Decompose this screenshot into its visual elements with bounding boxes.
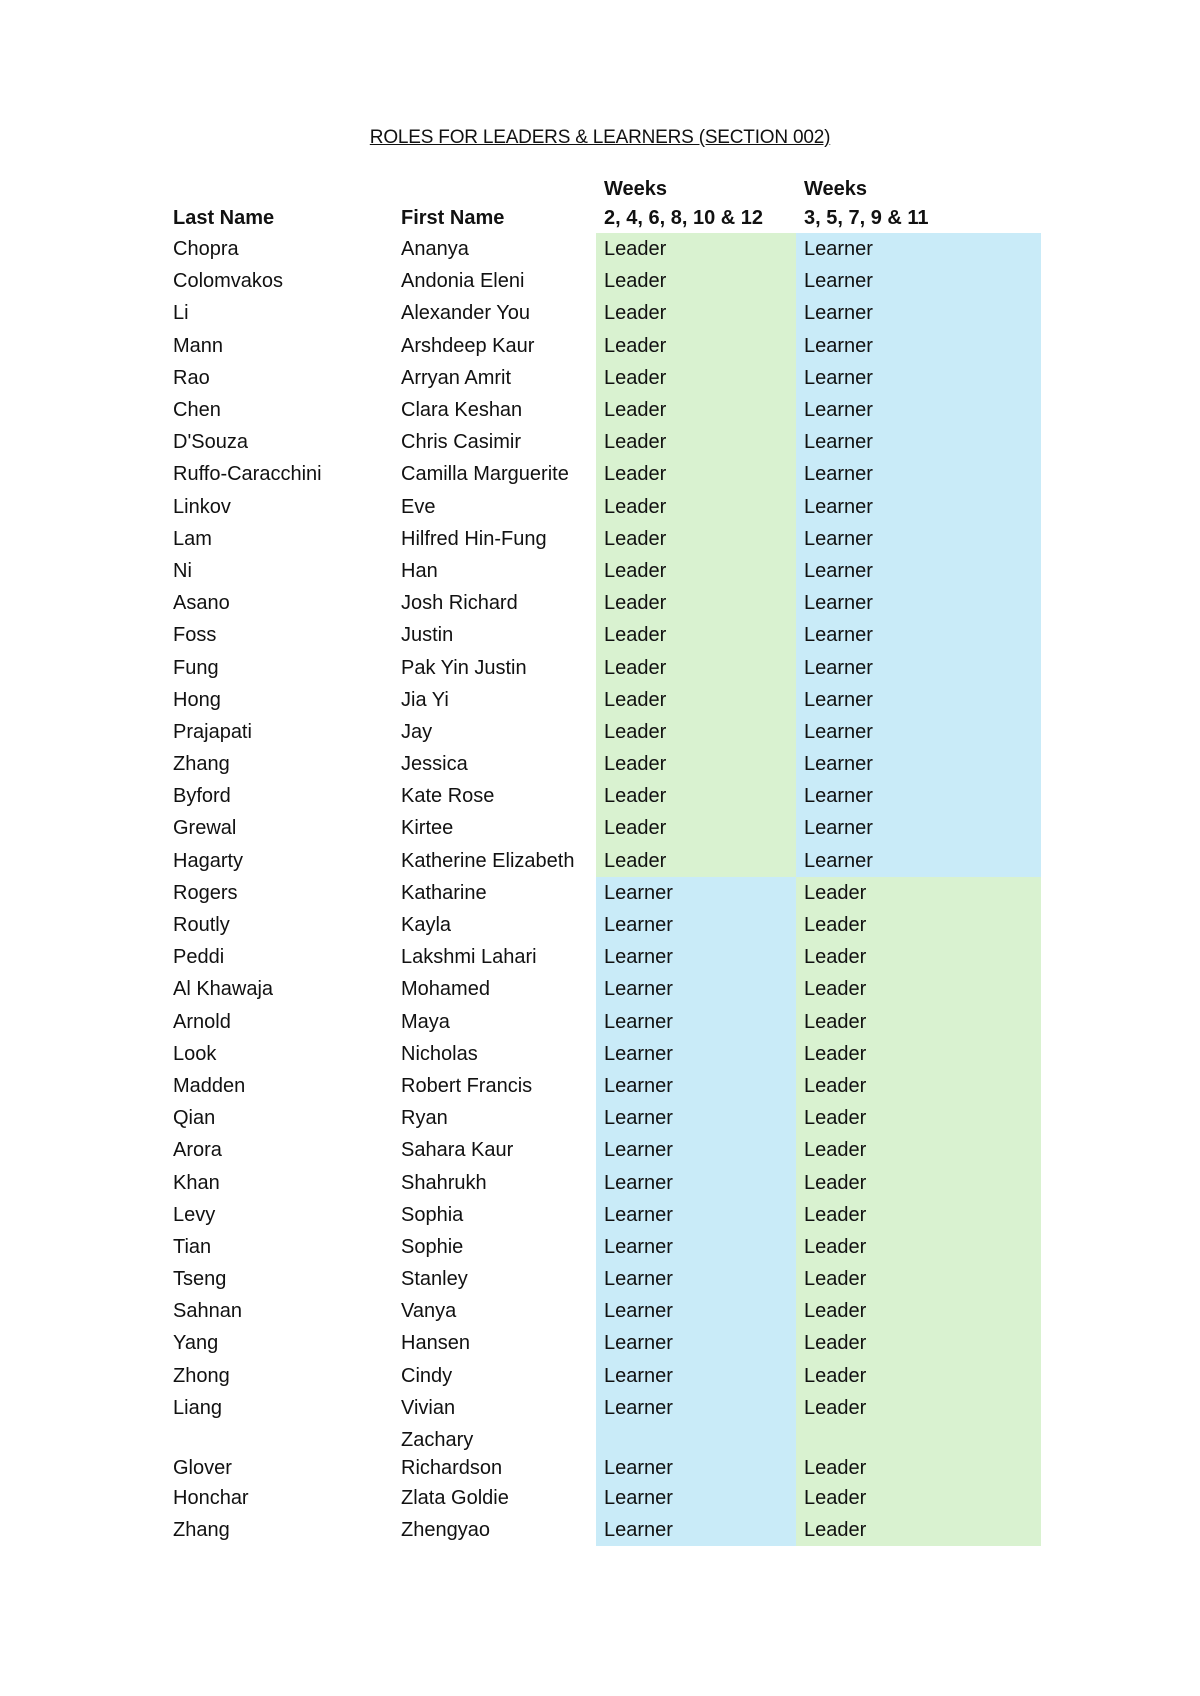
cell-role-odd-weeks: Learner <box>796 362 1041 394</box>
cell-first-name: Andonia Eleni <box>401 270 525 293</box>
cell-last-name: Tseng <box>173 1268 227 1291</box>
table-row <box>172 1231 1041 1263</box>
cell-last-name: Khan <box>173 1171 220 1194</box>
table-row <box>172 748 1041 780</box>
cell-last-name: Tian <box>173 1235 212 1258</box>
cell-role-even-weeks: Leader <box>596 458 796 490</box>
cell-first-name: Nicholas <box>401 1042 478 1065</box>
table-row <box>172 877 1041 909</box>
cell-role-odd-weeks: Leader <box>796 877 1041 909</box>
cell-role-even-weeks: Learner <box>596 1392 796 1424</box>
cell-last-name: Arora <box>173 1139 222 1162</box>
cell-role-odd-weeks: Learner <box>796 555 1041 587</box>
cell-last-name: Li <box>173 302 189 325</box>
cell-last-name: Qian <box>173 1107 216 1130</box>
cell-first-name: Josh Richard <box>401 592 518 615</box>
cell-role-odd-weeks: Leader <box>796 909 1041 941</box>
header-last-name: Last Name <box>173 207 275 229</box>
cell-role-odd-weeks: Leader <box>796 1102 1041 1134</box>
table-row <box>172 1360 1041 1392</box>
table-row <box>172 1392 1041 1424</box>
table-row <box>172 909 1041 941</box>
cell-role-even-weeks: Learner <box>596 1327 796 1359</box>
cell-role-even-weeks: Leader <box>596 265 796 297</box>
table-row <box>172 523 1041 555</box>
cell-role-odd-weeks: Learner <box>796 780 1041 812</box>
cell-role-odd-weeks: Leader <box>796 973 1041 1005</box>
cell-role-odd-weeks: Learner <box>796 812 1041 844</box>
cell-last-name: Hagarty <box>173 849 244 872</box>
cell-last-name: Linkov <box>173 495 231 518</box>
cell-first-name: Zlata Goldie <box>401 1487 509 1510</box>
cell-last-name: Look <box>173 1042 217 1065</box>
cell-role-odd-weeks: Leader <box>796 1263 1041 1295</box>
table-row <box>172 845 1041 877</box>
cell-last-name: Arnold <box>173 1010 231 1033</box>
page-title: ROLES FOR LEADERS & LEARNERS (SECTION 002) <box>369 127 831 148</box>
cell-role-odd-weeks: Leader <box>796 1134 1041 1166</box>
table-row <box>172 1199 1041 1231</box>
cell-last-name: Peddi <box>173 946 225 969</box>
cell-last-name: Zhong <box>173 1364 230 1387</box>
cell-role-odd-weeks: Learner <box>796 523 1041 555</box>
table-row <box>172 587 1041 619</box>
cell-first-name: Stanley <box>401 1268 468 1291</box>
table-row <box>172 1424 1041 1482</box>
cell-role-odd-weeks: Learner <box>796 748 1041 780</box>
cell-first-name: Justin <box>401 624 454 647</box>
cell-role-even-weeks: Leader <box>596 394 796 426</box>
table-row <box>172 297 1041 329</box>
cell-first-name: Camilla Marguerite <box>401 463 569 486</box>
cell-role-odd-weeks: Learner <box>796 330 1041 362</box>
cell-role-odd-weeks: Leader <box>796 1038 1041 1070</box>
table-row <box>172 1263 1041 1295</box>
cell-last-name: Zhang <box>173 753 230 776</box>
cell-role-odd-weeks: Leader <box>796 1392 1041 1424</box>
header-weeks-odd-list: 3, 5, 7, 9 & 11 <box>804 207 929 229</box>
table-row <box>172 362 1041 394</box>
cell-role-even-weeks: Learner <box>596 941 796 973</box>
cell-last-name: Mann <box>173 334 224 357</box>
table-row <box>172 555 1041 587</box>
header-row <box>172 175 1041 233</box>
cell-last-name: Honchar <box>173 1487 249 1510</box>
cell-role-even-weeks: Leader <box>596 491 796 523</box>
cell-last-name: Rao <box>173 366 210 389</box>
cell-role-odd-weeks: Leader <box>796 1006 1041 1038</box>
cell-first-name: Cindy <box>401 1364 453 1387</box>
cell-role-even-weeks: Leader <box>596 523 796 555</box>
cell-role-odd-weeks: Learner <box>796 684 1041 716</box>
cell-role-even-weeks: Leader <box>596 233 796 265</box>
table-row <box>172 265 1041 297</box>
cell-role-odd-weeks: Learner <box>796 651 1041 683</box>
table-row <box>172 684 1041 716</box>
cell-first-name: Vanya <box>401 1300 457 1323</box>
cell-last-name: Sahnan <box>173 1300 242 1323</box>
cell-first-name: Jia Yi <box>401 688 449 711</box>
cell-last-name: Chopra <box>173 238 239 261</box>
cell-role-even-weeks: Learner <box>596 1134 796 1166</box>
table-row <box>172 1102 1041 1134</box>
cell-role-even-weeks: Learner <box>596 1102 796 1134</box>
cell-last-name: Liang <box>173 1396 222 1419</box>
table-row <box>172 1006 1041 1038</box>
cell-role-odd-weeks: Leader <box>796 1199 1041 1231</box>
cell-last-name: Zhang <box>173 1519 230 1542</box>
header-weeks-odd-label: Weeks <box>804 178 868 200</box>
cell-role-even-weeks: Learner <box>596 1166 796 1198</box>
cell-first-name: Hansen <box>401 1332 470 1355</box>
cell-first-name: Sophie <box>401 1235 464 1258</box>
table-row <box>172 1327 1041 1359</box>
table-row <box>172 1514 1041 1546</box>
cell-role-odd-weeks: Learner <box>796 458 1041 490</box>
header-weeks-even <box>596 175 796 233</box>
cell-role-even-weeks: Leader <box>596 330 796 362</box>
cell-last-name: Chen <box>173 399 221 422</box>
cell-role-even-weeks: Leader <box>596 555 796 587</box>
cell-role-even-weeks: Learner <box>596 1295 796 1327</box>
cell-first-name: Sahara Kaur <box>401 1139 514 1162</box>
cell-role-odd-weeks: Learner <box>796 587 1041 619</box>
cell-role-even-weeks: Leader <box>596 780 796 812</box>
table-row <box>172 491 1041 523</box>
table-row <box>172 973 1041 1005</box>
cell-first-name: Kirtee <box>401 817 454 840</box>
header-weeks-even-list: 2, 4, 6, 8, 10 & 12 <box>604 207 763 229</box>
cell-role-even-weeks: Learner <box>596 909 796 941</box>
cell-first-name: Eve <box>401 495 436 518</box>
table-row <box>172 394 1041 426</box>
cell-last-name: Al Khawaja <box>173 978 274 1001</box>
cell-role-odd-weeks: Leader <box>796 1295 1041 1327</box>
cell-first-name: Jessica <box>401 753 468 776</box>
table-row <box>172 1166 1041 1198</box>
cell-first-name: Kate Rose <box>401 785 495 808</box>
cell-last-name: Colomvakos <box>173 270 284 293</box>
cell-first-name: Ananya <box>401 238 469 261</box>
cell-first-name: Sophia <box>401 1203 464 1226</box>
cell-first-name: Hilfred Hin-Fung <box>401 527 547 550</box>
cell-first-name: Vivian <box>401 1396 456 1419</box>
cell-role-odd-weeks: Leader <box>796 1482 1041 1514</box>
cell-last-name: Ruffo-Caracchini <box>173 463 322 486</box>
cell-first-name: Robert Francis <box>401 1074 533 1097</box>
table-row <box>172 458 1041 490</box>
table-row <box>172 1070 1041 1102</box>
cell-last-name: Asano <box>173 592 230 615</box>
cell-last-name: Glover <box>173 1456 232 1479</box>
cell-last-name: Hong <box>173 688 221 711</box>
cell-role-even-weeks: Learner <box>596 1006 796 1038</box>
table-row <box>172 426 1041 458</box>
cell-role-even-weeks: Leader <box>596 845 796 877</box>
cell-role-odd-weeks: Learner <box>796 265 1041 297</box>
table-row <box>172 780 1041 812</box>
cell-first-name: Maya <box>401 1010 450 1033</box>
cell-role-even-weeks: Leader <box>596 684 796 716</box>
table-row <box>172 1482 1041 1514</box>
table-row <box>172 1038 1041 1070</box>
cell-first-name: Han <box>401 559 438 582</box>
cell-first-name: Jay <box>401 720 433 743</box>
table-row <box>172 233 1041 265</box>
cell-role-even-weeks: Leader <box>596 651 796 683</box>
cell-role-odd-weeks: Learner <box>796 491 1041 523</box>
cell-last-name: Levy <box>173 1203 216 1226</box>
cell-last-name: Fung <box>173 656 219 679</box>
cell-role-even-weeks: Leader <box>596 619 796 651</box>
header-weeks-odd <box>796 175 1041 233</box>
cell-role-odd-weeks: Leader <box>796 1166 1041 1198</box>
cell-first-name: Chris Casimir <box>401 431 521 454</box>
cell-last-name: Rogers <box>173 881 238 904</box>
table-row <box>172 330 1041 362</box>
cell-role-odd-weeks: Leader <box>796 941 1041 973</box>
cell-role-odd-weeks: Leader <box>796 1231 1041 1263</box>
cell-role-odd-weeks: Learner <box>796 845 1041 877</box>
cell-last-name: Routly <box>173 914 230 937</box>
cell-last-name: Madden <box>173 1074 246 1097</box>
cell-first-name: Alexander You <box>401 302 531 325</box>
cell-role-odd-weeks: Leader <box>796 1360 1041 1392</box>
cell-last-name: Grewal <box>173 817 237 840</box>
cell-first-name: Mohamed <box>401 978 490 1001</box>
cell-first-name: Katharine <box>401 881 487 904</box>
cell-role-even-weeks: Leader <box>596 426 796 458</box>
cell-role-even-weeks: Learner <box>596 973 796 1005</box>
cell-role-odd-weeks: Learner <box>796 716 1041 748</box>
cell-last-name: Byford <box>173 785 231 808</box>
cell-last-name: Yang <box>173 1332 219 1355</box>
cell-last-name: D'Souza <box>173 431 248 454</box>
cell-role-even-weeks: Learner <box>596 1263 796 1295</box>
table-row <box>172 1134 1041 1166</box>
cell-first-name: Arryan Amrit <box>401 366 512 389</box>
cell-role-even-weeks: Leader <box>596 812 796 844</box>
cell-role-even-weeks: Learner <box>596 1360 796 1392</box>
header-weeks-even-label: Weeks <box>604 178 668 200</box>
cell-role-even-weeks: Learner <box>596 1424 796 1482</box>
cell-first-name: Lakshmi Lahari <box>401 946 537 969</box>
cell-role-odd-weeks: Leader <box>796 1327 1041 1359</box>
table-row <box>172 941 1041 973</box>
cell-role-even-weeks: Learner <box>596 1038 796 1070</box>
cell-role-even-weeks: Leader <box>596 297 796 329</box>
cell-role-odd-weeks: Learner <box>796 233 1041 265</box>
header-first-name: First Name <box>401 207 505 229</box>
cell-role-even-weeks: Leader <box>596 362 796 394</box>
cell-role-even-weeks: Learner <box>596 1482 796 1514</box>
cell-first-name: Ryan <box>401 1107 448 1130</box>
cell-role-odd-weeks: Leader <box>796 1424 1041 1482</box>
cell-role-even-weeks: Learner <box>596 1199 796 1231</box>
cell-last-name: Foss <box>173 624 217 647</box>
cell-first-name: Pak Yin Justin <box>401 656 527 679</box>
cell-last-name: Prajapati <box>173 720 252 743</box>
first-name-line: Zachary <box>401 1428 474 1451</box>
cell-first-name <box>400 1424 596 1482</box>
cell-role-odd-weeks: Learner <box>796 619 1041 651</box>
roles-table <box>172 175 1041 1546</box>
cell-role-even-weeks: Learner <box>596 877 796 909</box>
cell-first-name: Katherine Elizabeth <box>401 849 575 872</box>
table-row <box>172 1295 1041 1327</box>
cell-first-name: Kayla <box>401 914 452 937</box>
table-row <box>172 619 1041 651</box>
cell-first-name: Arshdeep Kaur <box>401 334 535 357</box>
cell-first-name: Clara Keshan <box>401 399 523 422</box>
first-name-line: Richardson <box>401 1456 503 1479</box>
table-row <box>172 716 1041 748</box>
cell-role-odd-weeks: Learner <box>796 394 1041 426</box>
cell-last-name: Lam <box>173 527 212 550</box>
cell-role-even-weeks: Learner <box>596 1070 796 1102</box>
cell-first-name: Shahrukh <box>401 1171 487 1194</box>
table-row <box>172 651 1041 683</box>
cell-role-even-weeks: Learner <box>596 1514 796 1546</box>
cell-role-even-weeks: Leader <box>596 748 796 780</box>
cell-first-name: Zhengyao <box>401 1519 490 1542</box>
cell-last-name: Ni <box>173 559 192 582</box>
cell-role-even-weeks: Learner <box>596 1231 796 1263</box>
cell-role-odd-weeks: Learner <box>796 426 1041 458</box>
cell-role-odd-weeks: Leader <box>796 1514 1041 1546</box>
cell-role-even-weeks: Leader <box>596 716 796 748</box>
cell-role-odd-weeks: Learner <box>796 297 1041 329</box>
table-row <box>172 812 1041 844</box>
cell-role-odd-weeks: Leader <box>796 1070 1041 1102</box>
cell-role-even-weeks: Leader <box>596 587 796 619</box>
